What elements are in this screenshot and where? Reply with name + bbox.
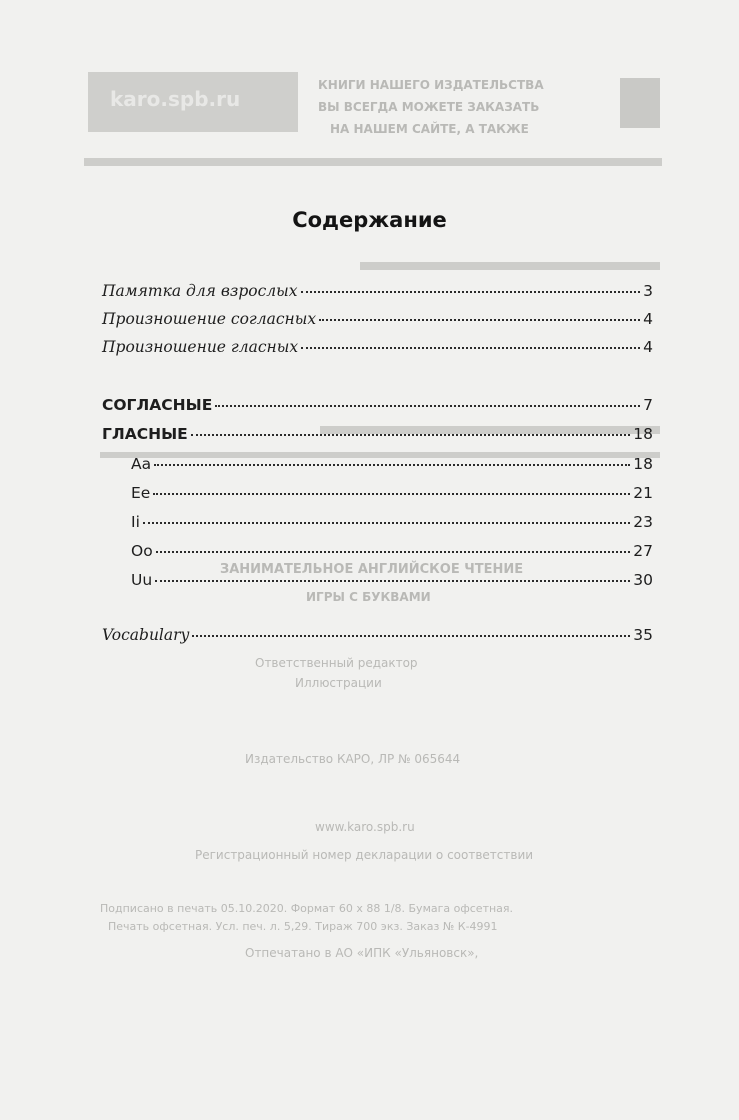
toc-entry-letter-oo[interactable] bbox=[131, 542, 653, 568]
dot-leader bbox=[143, 522, 630, 524]
toc-entry-label: СОГЛАСНЫЕ bbox=[102, 396, 213, 414]
toc-entry-page: 30 bbox=[633, 571, 653, 589]
toc-entry-page: 23 bbox=[633, 513, 653, 531]
toc-entry-letter-ee[interactable] bbox=[131, 484, 653, 510]
show-through-line: ВЫ ВСЕГДА МОЖЕТЕ ЗАКАЗАТЬ bbox=[318, 100, 540, 114]
dot-leader bbox=[301, 291, 641, 293]
show-through-line: Ответственный редактор bbox=[255, 656, 418, 670]
toc-entry-label: Vocabulary bbox=[102, 626, 190, 644]
dot-leader bbox=[156, 551, 631, 553]
toc-entry-label: Ii bbox=[131, 513, 140, 531]
show-through-line: КНИГИ НАШЕГО ИЗДАТЕЛЬСТВА bbox=[318, 78, 544, 92]
toc-entry-label: Произношение согласных bbox=[102, 310, 317, 328]
toc-entry-page: 35 bbox=[633, 626, 653, 644]
show-through-line: Подписано в печать 05.10.2020. Формат 60 x 88 1/8. Бумага офсетная. bbox=[100, 902, 514, 915]
toc-entry-page: 4 bbox=[643, 338, 653, 356]
toc-entry-label: Ee bbox=[131, 484, 151, 502]
dot-leader bbox=[319, 319, 640, 321]
toc-entry-label: Памятка для взрослых bbox=[102, 282, 298, 300]
show-through-strip bbox=[360, 262, 660, 270]
toc-entry-label: Oo bbox=[131, 542, 153, 560]
toc-entry-label: Uu bbox=[131, 571, 153, 589]
toc-entry-consonant-pronunciation[interactable] bbox=[102, 310, 653, 336]
show-through-url: karo.spb.ru bbox=[110, 87, 241, 111]
toc-entry-page: 4 bbox=[643, 310, 653, 328]
dot-leader bbox=[301, 347, 640, 349]
dot-leader bbox=[191, 434, 631, 436]
show-through-line: Издательство КАРО, ЛР № 065644 bbox=[245, 752, 461, 766]
show-through-line: ЗАНИМАТЕЛЬНОЕ АНГЛИЙСКОЕ ЧТЕНИЕ bbox=[220, 562, 524, 577]
toc-entry-vocabulary[interactable] bbox=[102, 626, 653, 652]
show-through-line: ИГРЫ С БУКВАМИ bbox=[306, 590, 431, 604]
toc-entry-page: 18 bbox=[633, 425, 653, 443]
show-through-logo bbox=[620, 78, 660, 128]
toc-entry-page: 27 bbox=[633, 542, 653, 560]
toc-entry-adults-memo[interactable] bbox=[102, 282, 653, 308]
toc-entry-page: 21 bbox=[633, 484, 653, 502]
toc-entry-vowels[interactable] bbox=[102, 425, 653, 451]
show-through-strip bbox=[84, 158, 662, 166]
toc-entry-label: Aa bbox=[131, 455, 152, 473]
show-through-line: Отпечатано в АО «ИПК «Ульяновск», bbox=[245, 946, 479, 960]
show-through-line: www.karo.spb.ru bbox=[315, 820, 415, 834]
dot-leader bbox=[192, 635, 630, 637]
dot-leader bbox=[215, 405, 640, 407]
show-through-line: Печать офсетная. Усл. печ. л. 5,29. Тираж 700 экз. Заказ № К-4991 bbox=[108, 920, 498, 933]
toc-entry-label: Произношение гласных bbox=[102, 338, 299, 356]
dot-leader bbox=[155, 580, 630, 582]
toc-entry-letter-aa[interactable] bbox=[131, 455, 653, 481]
toc-entry-page: 7 bbox=[643, 396, 653, 414]
show-through-line: НА НАШЕМ САЙТЕ, А ТАКЖЕ bbox=[330, 122, 529, 136]
toc-entry-letter-uu[interactable] bbox=[131, 571, 653, 597]
toc-entry-label: ГЛАСНЫЕ bbox=[102, 425, 188, 443]
toc-entry-page: 3 bbox=[643, 282, 653, 300]
toc-entry-vowel-pronunciation[interactable] bbox=[102, 338, 653, 364]
toc-title: Содержание bbox=[292, 208, 447, 232]
toc-entry-page: 18 bbox=[633, 455, 653, 473]
dot-leader bbox=[153, 493, 630, 495]
toc-entry-letter-ii[interactable] bbox=[131, 513, 653, 539]
show-through-line: Иллюстрации bbox=[295, 676, 382, 690]
dot-leader bbox=[154, 464, 630, 466]
toc-entry-consonants[interactable] bbox=[102, 396, 653, 422]
show-through-line: Регистрационный номер декларации о соответствии bbox=[195, 848, 534, 862]
